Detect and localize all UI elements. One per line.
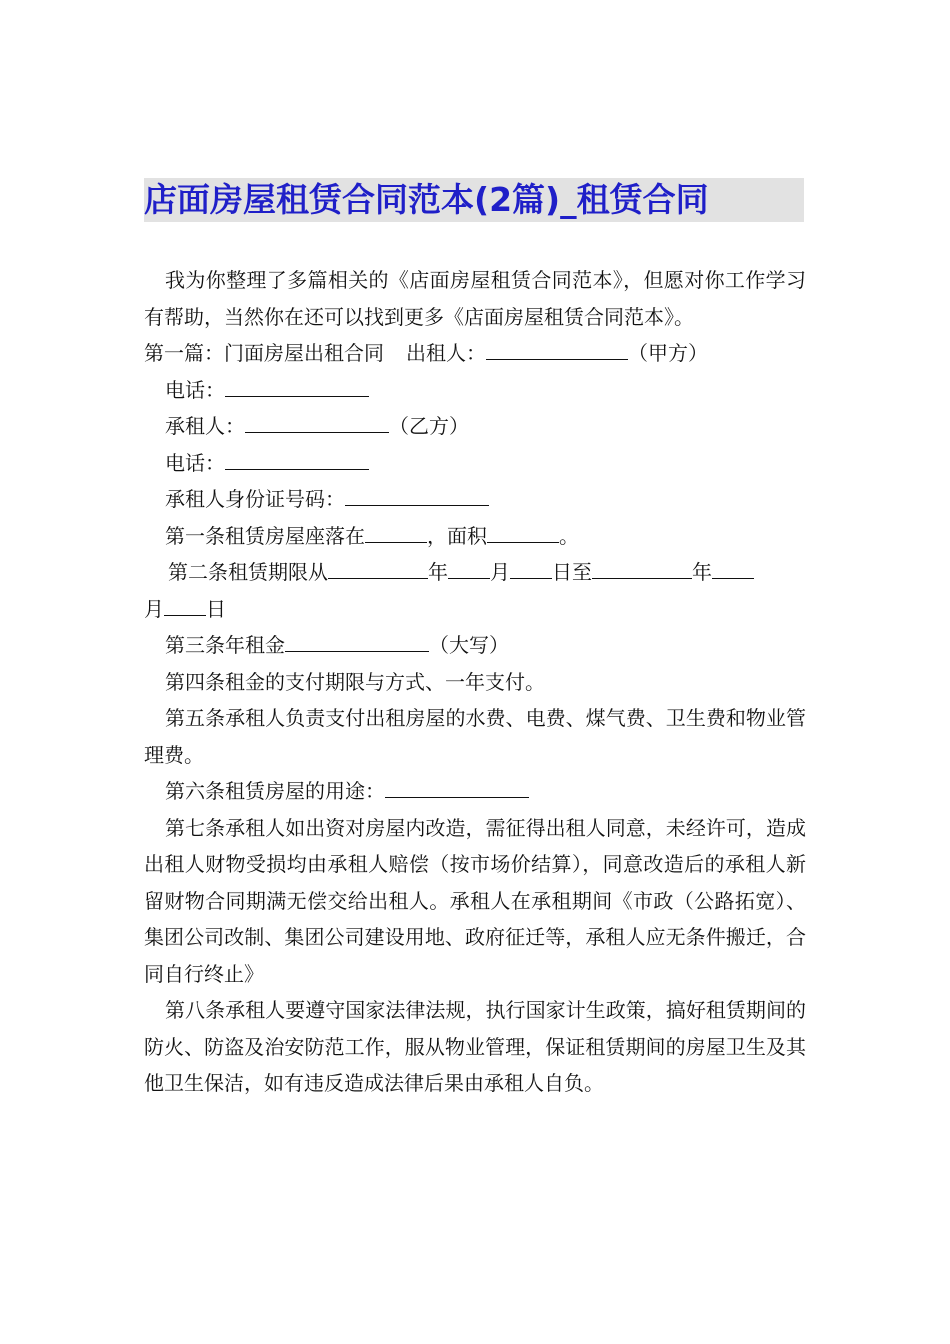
end-year-blank	[592, 562, 692, 579]
article-1	[144, 518, 806, 555]
start-year-blank	[328, 562, 428, 579]
article-4: 第四条租金的支付期限与方式、一年支付。	[165, 669, 545, 694]
start-month-blank	[448, 562, 490, 579]
id-label: 承租人身份证号码：	[165, 487, 345, 511]
lessee-blank	[245, 416, 389, 433]
article-3-text-a: 第三条年租金	[165, 633, 285, 657]
location-blank	[365, 526, 427, 543]
lessor-suffix: （甲方）	[628, 341, 708, 365]
lessor-blank	[486, 343, 628, 360]
phone-line-2	[144, 445, 806, 482]
start-day-label: 日至	[552, 560, 592, 584]
article-1-text-c: 。	[559, 523, 579, 548]
first-piece-heading: 第一篇：门面房屋出租合同	[144, 341, 384, 365]
article-3	[144, 627, 806, 664]
article-6-text-a: 第六条租赁房屋的用途：	[165, 779, 385, 803]
end-year-label: 年	[692, 560, 712, 584]
id-blank	[345, 489, 489, 506]
end-month-label: 月	[144, 596, 164, 621]
end-day-label: 日	[206, 596, 226, 621]
article-2-line-2	[144, 591, 806, 628]
start-day-blank	[510, 562, 552, 579]
end-month-blank-a	[712, 562, 754, 579]
article-7: 第七条承租人如出资对房屋内改造，需征得出租人同意，未经许可，造成出租人财物受损均由承租人赔偿（按市场价结算），同意改造后的承租人新留财物合同期满无偿交给出租人。承租人在承租期间《市政（公路拓宽）、集团公司改制、集团公司建设用地、政府征迁等，承租人应无条件搬迁，合同自行终止》	[144, 815, 806, 986]
article-6	[144, 773, 806, 810]
article-3-text-b: （大写）	[429, 633, 509, 657]
article-5: 第五条承租人负责支付出租房屋的水费、电费、煤气费、卫生费和物业管理费。	[144, 706, 806, 767]
document-title: 店面房屋租赁合同范本(2篇)_租赁合同	[144, 180, 709, 219]
phone-label-1: 电话：	[165, 377, 225, 402]
start-year-label: 年	[428, 560, 448, 584]
start-month-label: 月	[490, 560, 510, 584]
article-8: 第八条承租人要遵守国家法律法规，执行国家计生政策，搞好租赁期间的防火、防盗及治安防范工作，服从物业管理，保证租赁期间的房屋卫生及其他卫生保洁，如有违反造成法律后果由承租人自负。	[144, 998, 806, 1095]
title-highlight	[144, 178, 804, 222]
usage-blank	[385, 781, 529, 798]
article-1-text-a: 第一条租赁房屋座落在	[165, 523, 365, 548]
rent-blank	[285, 635, 429, 652]
document-body	[144, 262, 806, 1102]
phone-label-2: 电话：	[165, 450, 225, 475]
intro-paragraph: 我为你整理了多篇相关的《店面房屋租赁合同范本》，但愿对你工作学习有帮助，当然你在还可以找到更多《店面房屋租赁合同范本》。	[144, 268, 806, 329]
phone-blank-1	[225, 380, 369, 397]
article-2-text-a: 第二条租赁期限从	[168, 560, 328, 584]
area-blank	[487, 526, 559, 543]
end-day-blank	[164, 599, 206, 616]
lessee-line	[144, 408, 806, 445]
lessee-suffix: （乙方）	[389, 414, 469, 438]
phone-blank-2	[225, 453, 369, 470]
article-2-line-1	[144, 554, 806, 591]
article-1-text-b: ，面积	[427, 523, 487, 548]
id-line	[144, 481, 806, 518]
lessor-label: 出租人：	[406, 341, 486, 365]
lessee-label: 承租人：	[165, 414, 245, 438]
phone-line-1	[144, 372, 806, 409]
first-piece-line	[144, 335, 806, 372]
